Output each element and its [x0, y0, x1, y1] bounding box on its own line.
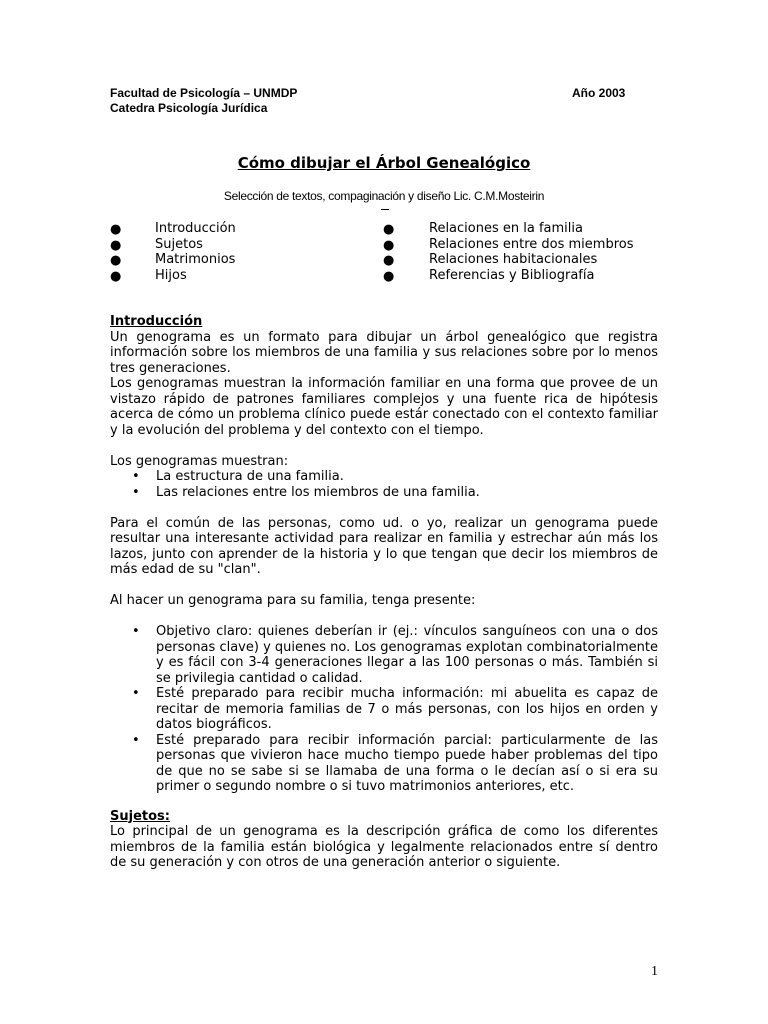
intro-paragraph-2: Los genogramas muestran la información familiar en una forma que provee de un vistazo rápido de patrones familiares complejos y una fuente rica de hipótesis acerca de cómo un problema clínico puede estár conectado con el contexto familiar y la evolución del problema y del contexto con el tiempo.: [110, 376, 658, 438]
list-item: • La estructura de una familia.: [132, 469, 344, 484]
structure-list: [110, 469, 658, 500]
toc-bullet: ●: [383, 238, 395, 253]
toc-bullet: ●: [383, 269, 395, 284]
bullet-icon: •: [132, 624, 140, 639]
toc-item-referencias: Referencias y Bibliografía: [429, 268, 595, 283]
body-content: [110, 314, 658, 871]
toc-item-relaciones-familia: Relaciones en la familia: [429, 221, 583, 236]
toc-bullet: ●: [383, 222, 395, 237]
list-item: • Objetivo claro: quienes deberían ir (ej.: vínculos sanguíneos con una o dos personas clave) y quienes no. Los genogramas explotan combinatorialmente y es fácil con 3-4 generaciones llegar a las 100 personas o más. También si se privilegia cantidad o calidad.: [132, 624, 658, 686]
chair-header: Catedra Psicología Jurídica: [110, 101, 268, 115]
toc-bullet: ●: [110, 222, 122, 237]
intro-paragraph-4: Para el común de las personas, como ud. o yo, realizar un genograma puede resultar una interesante actividad para realizar en familia y estrechar aún más los lazos, junto con aprender de la historia y lo que tengan que decir los miembros de más edad de su "clan".: [110, 515, 658, 577]
bullet-icon: •: [132, 469, 140, 484]
section-heading-introduccion: Introducción: [110, 314, 203, 329]
list-item: • Esté preparado para recibir información parcial: particularmente de las personas que vivieron hace mucho tiempo puede haber problemas del tipo de que no se sabe si se llamaba de una forma o le decían así o si era su primer o segundo nombre o si tuvo matrimonios anteriores, etc.: [132, 732, 658, 794]
intro-paragraph-3: Los genogramas muestran:: [110, 453, 289, 469]
page-subtitle: Selección de textos, compaginación y diseño Lic. C.M.Mosteirin: [223, 189, 545, 203]
bullet-icon: •: [132, 686, 140, 701]
toc-item-relaciones-habitacionales: Relaciones habitacionales: [429, 252, 598, 267]
tips-list: [110, 624, 658, 795]
toc-bullet: ●: [110, 269, 122, 284]
faculty-header: Facultad de Psicología – UNMDP: [110, 86, 298, 100]
section-heading-sujetos: Sujetos:: [110, 808, 170, 824]
year-header: Año 2003: [572, 86, 626, 100]
toc-divider: [381, 209, 389, 210]
list-item: • Esté preparado para recibir mucha información: mi abuelita es capaz de recitar de memoria familias de 7 o más personas, con los hijos en orden y datos biográficos.: [132, 686, 658, 732]
sujetos-paragraph-1: Lo principal de un genograma es la descripción gráfica de como los diferentes miembros de la familia están biológica y legalmente relacionados entre sí dentro de su generación y con otros de una generación anterior o siguiente.: [110, 824, 658, 870]
toc-bullet: ●: [110, 238, 122, 253]
toc-bullet: ●: [383, 253, 395, 268]
intro-paragraph-1: Un genograma es un formato para dibujar un árbol genealógico que registra información sobre los miembros de una familia y sus relaciones sobre por lo menos tres generaciones.: [110, 329, 658, 376]
page-number: 1: [651, 964, 658, 979]
toc-item-matrimonios: Matrimonios: [155, 252, 236, 267]
toc-item-hijos: Hijos: [155, 268, 187, 283]
bullet-icon: •: [132, 484, 140, 500]
page-title: Cómo dibujar el Árbol Genealógico: [237, 154, 531, 172]
toc-bullet: ●: [110, 253, 122, 268]
bullet-icon: •: [132, 732, 140, 748]
toc-item-relaciones-miembros: Relaciones entre dos miembros: [429, 237, 634, 252]
list-item: • Las relaciones entre los miembros de una familia.: [132, 484, 480, 500]
toc-item-introduccion: Introducción: [155, 221, 236, 236]
intro-paragraph-5: Al hacer un genograma para su familia, tenga presente:: [110, 593, 476, 608]
toc-item-sujetos: Sujetos: [155, 237, 203, 252]
